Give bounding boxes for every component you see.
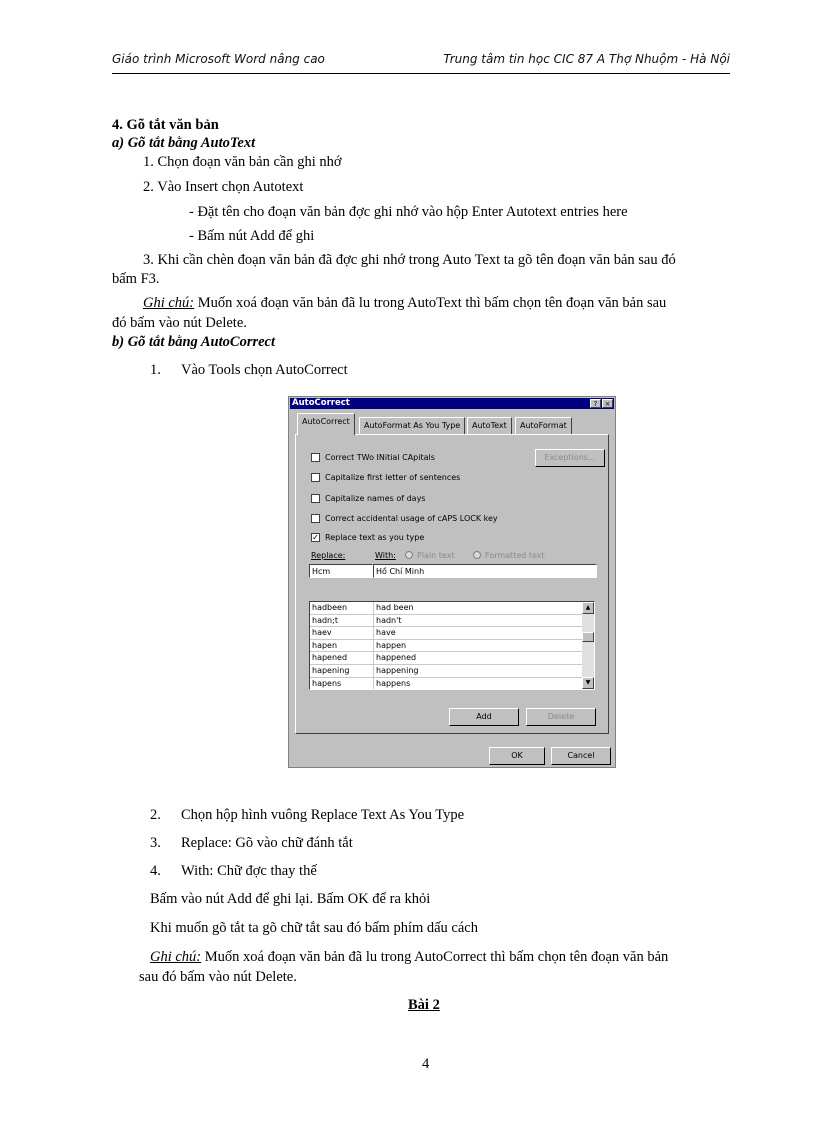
part-a-step2: 2. Vào Insert chọn Autotext: [143, 179, 304, 195]
help-button[interactable]: ?: [590, 399, 601, 408]
close-button[interactable]: ×: [602, 399, 613, 408]
part-b-note: [150, 948, 668, 966]
list-item[interactable]: hapen happen: [310, 640, 594, 653]
replace-label: Replace:: [311, 551, 346, 560]
part-a-step3: 3. Khi cần chèn đoạn văn bản đã đợc ghi nhớ trong Auto Text ta gõ tên đoạn văn bản sau đó: [143, 252, 676, 268]
list-item[interactable]: hapening happening: [310, 665, 594, 678]
part-b-para1: Bấm vào nút Add để ghi lại. Bấm OK để ra khỏi: [150, 891, 431, 907]
plain-text-label: Plain text: [417, 551, 455, 560]
replace-input[interactable]: Hcm: [309, 564, 373, 578]
part-a-step3-cont: bấm F3.: [112, 271, 160, 287]
page-number: 4: [422, 1056, 430, 1072]
scroll-up-icon[interactable]: ▲: [582, 602, 594, 614]
note-text: Muốn xoá đoạn văn bản đã lu trong AutoCorrect thì bấm chọn tên đoạn văn bản: [201, 949, 669, 965]
lesson-title: Bài 2: [408, 997, 440, 1013]
part-b-step4: With: Chữ đợc thay thế: [181, 863, 317, 879]
checkbox-capitalize-sentences[interactable]: [311, 473, 320, 482]
list-item[interactable]: haev have: [310, 627, 594, 640]
formatted-text-label: Formatted text: [485, 551, 545, 560]
tab-autoformat[interactable]: AutoFormat: [515, 417, 572, 434]
note-text: Muốn xoá đoạn văn bản đã lu trong AutoText thì bấm chọn tên đoạn văn bản sau: [194, 295, 667, 311]
part-b-step4-num: 4.: [150, 863, 161, 879]
dialog-title-bar: [290, 398, 614, 409]
tab-autotext[interactable]: AutoText: [467, 417, 512, 434]
list-scrollbar[interactable]: [582, 602, 594, 689]
radio-plain-text[interactable]: [405, 551, 413, 559]
option-capitalize-days: Capitalize names of days: [325, 494, 426, 503]
part-b-step3: Replace: Gõ vào chữ đánh tắt: [181, 835, 353, 851]
list-item[interactable]: hapens happens: [310, 678, 594, 690]
option-caps-lock: Correct accidental usage of cAPS LOCK key: [325, 514, 498, 523]
part-a-step1: 1. Chọn đoạn văn bản cần ghi nhớ: [143, 154, 342, 170]
entries-list[interactable]: [309, 601, 595, 690]
scroll-down-icon[interactable]: ▼: [582, 677, 594, 689]
list-item[interactable]: hadn;t hadn't: [310, 615, 594, 628]
section-title: 4. Gõ tắt văn bản: [112, 117, 219, 133]
part-a-sub1: - Đặt tên cho đoạn văn bản đợc ghi nhớ vào hộp Enter Autotext entries here: [189, 204, 628, 220]
part-b-step2: Chọn hộp hình vuông Replace Text As You Type: [181, 807, 465, 823]
scroll-thumb[interactable]: [582, 632, 594, 642]
part-a-note-cont: đó bấm vào nút Delete.: [112, 315, 247, 331]
part-b-step2-num: 2.: [150, 807, 161, 823]
part-a-sub2: - Bấm nút Add để ghi: [189, 228, 315, 244]
exceptions-button[interactable]: Exceptions...: [535, 449, 605, 467]
checkbox-replace-text[interactable]: ✓: [312, 533, 319, 542]
checkbox-correct-two-initials[interactable]: [311, 453, 320, 462]
header-left: Giáo trình Microsoft Word nâng cao: [112, 52, 325, 66]
option-capitalize-sentences: Capitalize first letter of sentences: [325, 473, 461, 482]
part-a-note: [143, 294, 666, 312]
with-label: With:: [375, 551, 396, 560]
option-replace-text: Replace text as you type: [325, 533, 425, 542]
add-button[interactable]: Add: [449, 708, 519, 726]
part-b-note-cont: sau đó bấm vào nút Delete.: [139, 969, 297, 985]
header-divider: [112, 73, 730, 74]
part-a-title: a) Gõ tắt bằng AutoText: [112, 135, 256, 151]
delete-button[interactable]: Delete: [526, 708, 596, 726]
part-b-step1-num: 1.: [150, 362, 161, 378]
checkbox-caps-lock[interactable]: [311, 514, 320, 523]
with-input[interactable]: Hồ Chí Minh: [373, 564, 597, 578]
dialog-title: AutoCorrect: [292, 398, 350, 408]
part-b-step1: Vào Tools chọn AutoCorrect: [181, 362, 348, 378]
ok-button[interactable]: OK: [489, 747, 545, 765]
tab-autocorrect[interactable]: AutoCorrect: [297, 413, 355, 435]
cancel-button[interactable]: Cancel: [551, 747, 611, 765]
part-b-para2: Khi muốn gõ tắt ta gõ chữ tắt sau đó bấm phím dấu cách: [150, 920, 478, 936]
checkbox-capitalize-days[interactable]: [311, 494, 320, 503]
part-b-step3-num: 3.: [150, 835, 161, 851]
list-item[interactable]: hapened happened: [310, 652, 594, 665]
header-right: Trung tâm tin học CIC 87 A Thợ Nhuộm - Hà Nội: [443, 52, 730, 66]
radio-formatted-text[interactable]: [473, 551, 481, 559]
tab-autoformat-as-you-type[interactable]: AutoFormat As You Type: [359, 417, 465, 434]
note-label: Ghi chú:: [143, 295, 195, 311]
part-b-title: b) Gõ tắt bằng AutoCorrect: [112, 334, 276, 350]
option-correct-two-initials: Correct TWo INitial CApitals: [325, 453, 435, 462]
note-label: Ghi chú:: [150, 949, 202, 965]
autocorrect-dialog: [288, 396, 616, 768]
list-item[interactable]: hadbeen had been: [310, 602, 594, 615]
